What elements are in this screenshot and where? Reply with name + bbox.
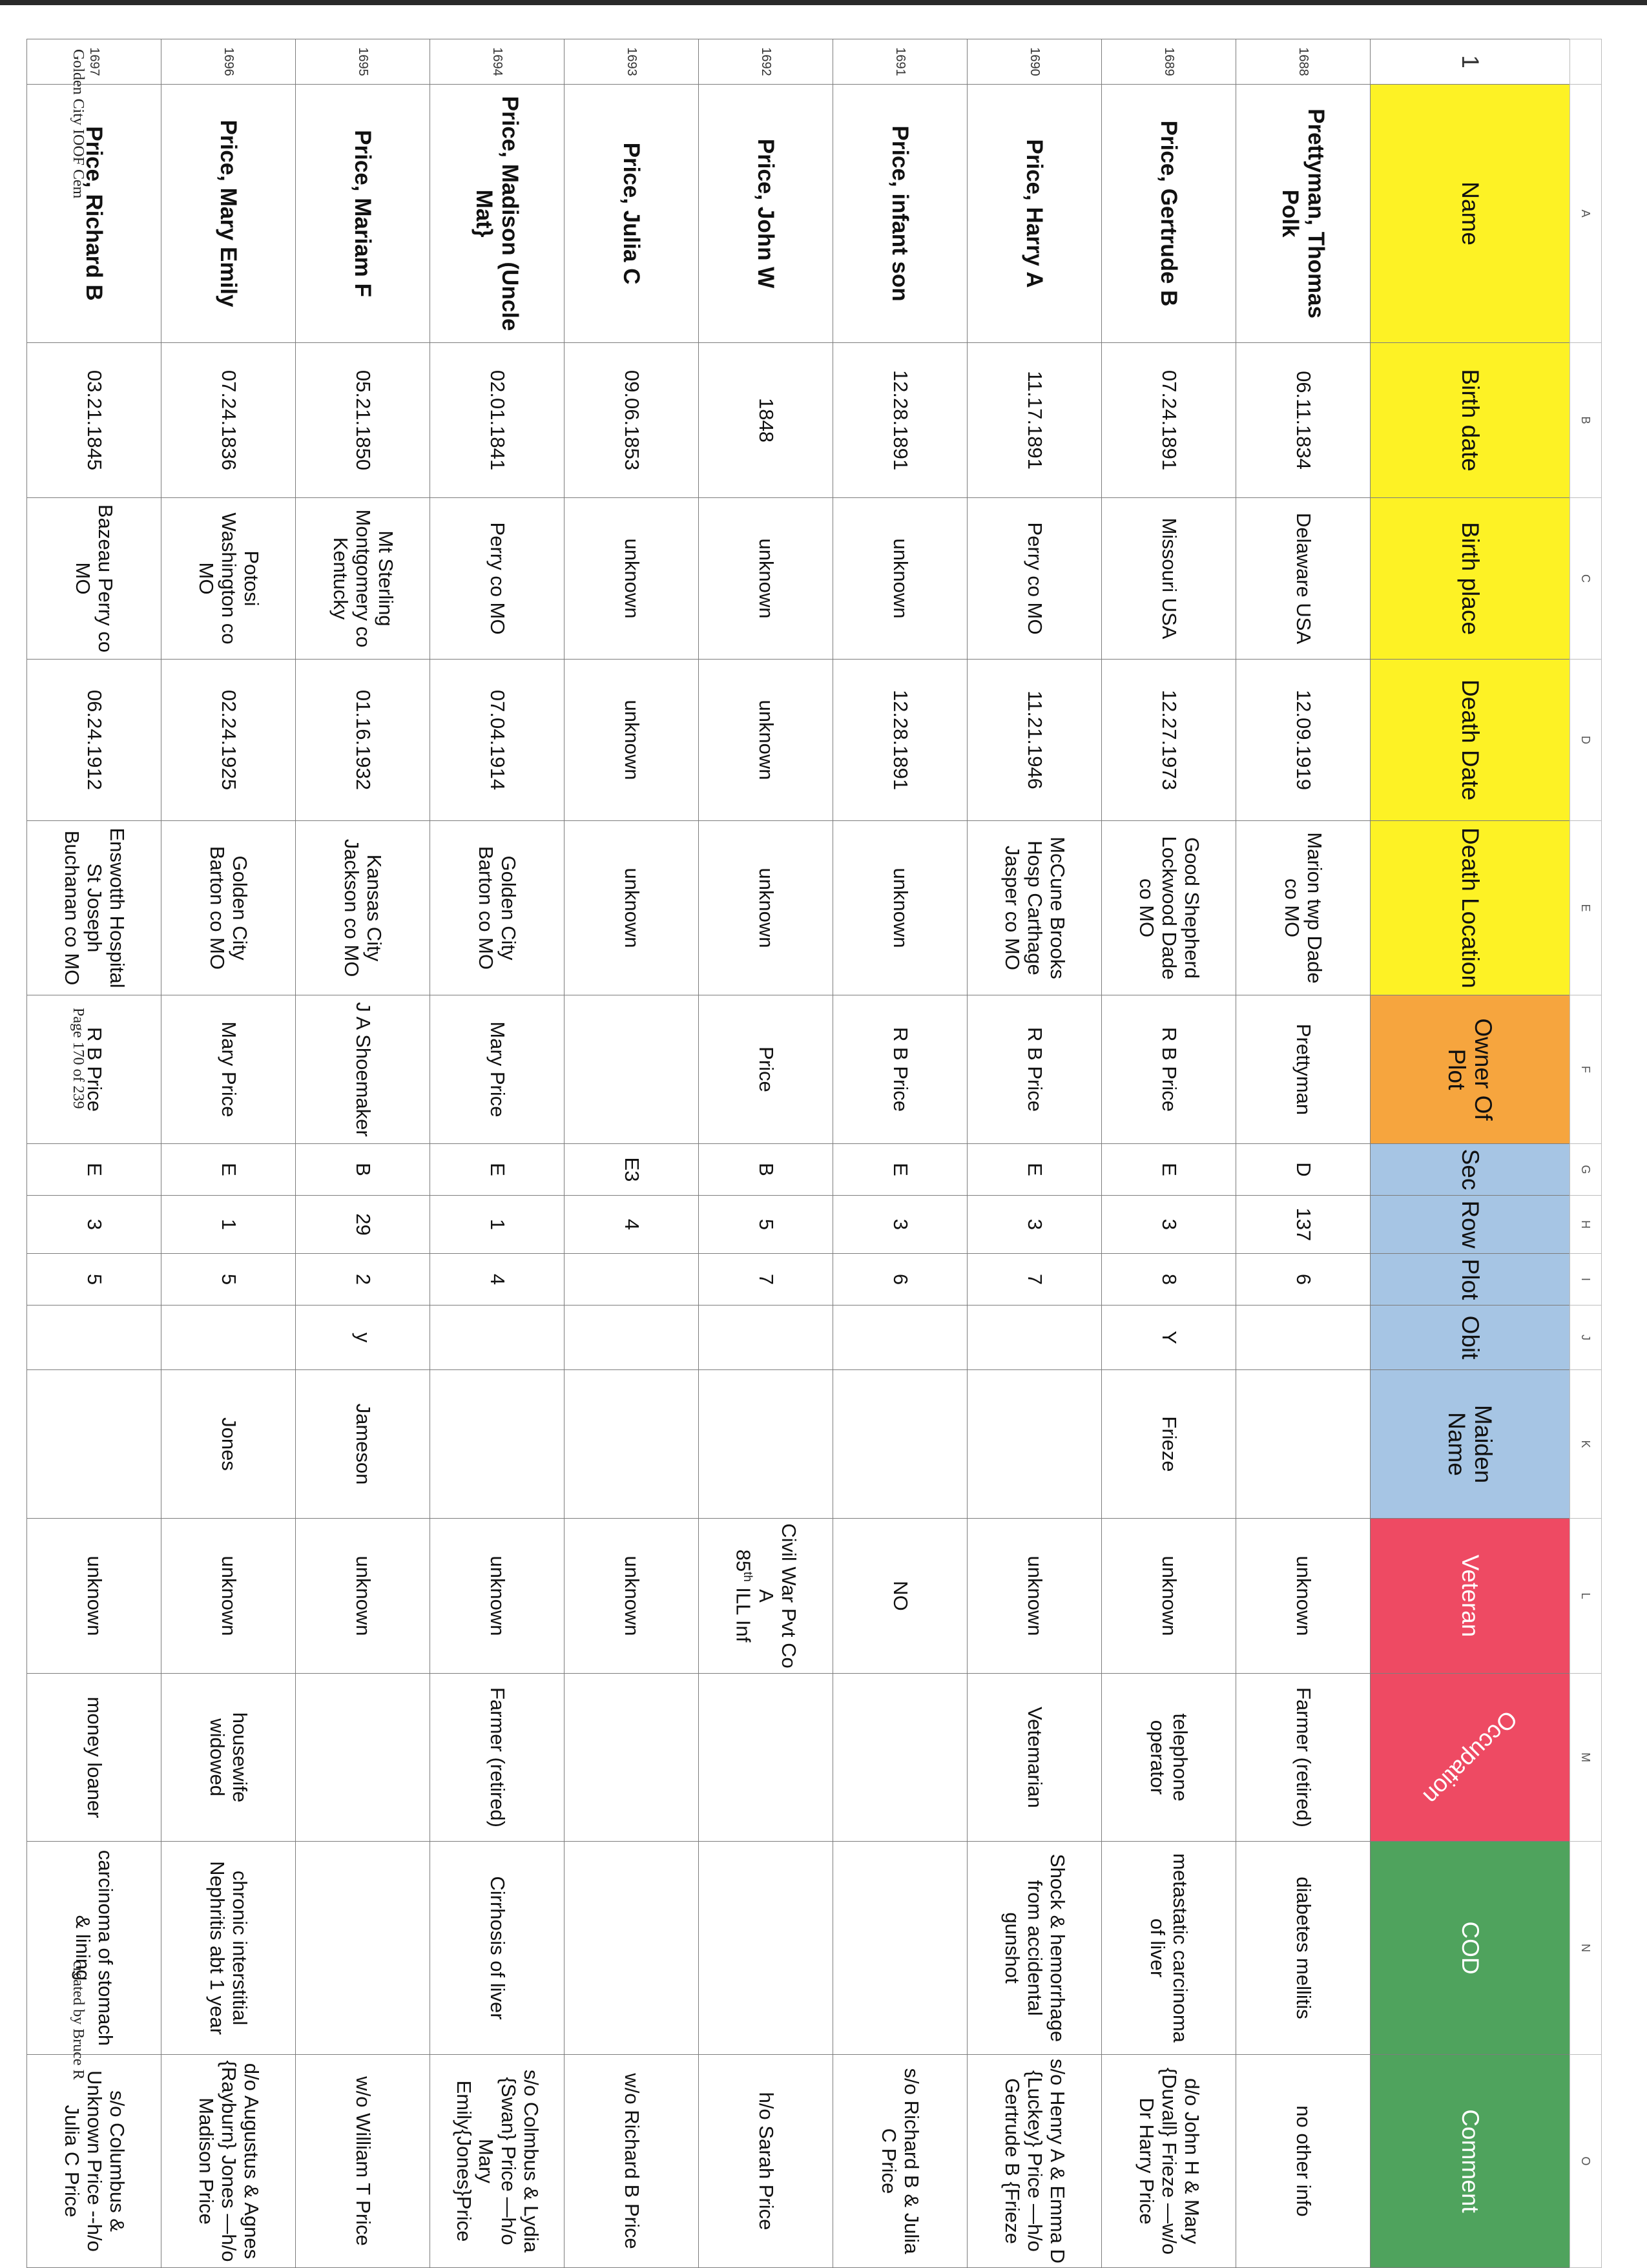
birth-date-cell: 09.06.1853 bbox=[565, 343, 699, 498]
name-cell: Price, Julia C bbox=[565, 85, 699, 343]
obit-cell: y bbox=[296, 1306, 430, 1370]
plot-cell: 5 bbox=[161, 1254, 296, 1306]
occupation-cell: telephone operator bbox=[1102, 1674, 1236, 1842]
maiden-name-cell bbox=[968, 1370, 1102, 1519]
column-letter: J bbox=[1570, 1306, 1602, 1370]
death-location-cell: Marion twp Dade co MO bbox=[1236, 821, 1371, 995]
name-cell: Price, Madison (Uncle Mat} bbox=[430, 85, 565, 343]
header-comment: Comment bbox=[1371, 2055, 1570, 2268]
name-cell: Price, John W bbox=[699, 85, 833, 343]
row-number: 1689 bbox=[1102, 39, 1236, 85]
obit-cell: Y bbox=[1102, 1306, 1236, 1370]
birth-date-cell: 07.24.1891 bbox=[1102, 343, 1236, 498]
row-cell: 3 bbox=[833, 1196, 968, 1254]
footer-credit: created by Bruce R bbox=[70, 1961, 87, 2080]
comment-cell: d/o John H & Mary {Duvall} Frieze —w/o Dr Harry Price bbox=[1102, 2055, 1236, 2268]
cod-cell: metastatic carcinoma of liver bbox=[1102, 1842, 1236, 2055]
birth-place-cell: Missouri USA bbox=[1102, 498, 1236, 660]
row-number: 1691 bbox=[833, 39, 968, 85]
column-letter: E bbox=[1570, 821, 1602, 995]
header-birth-date: Birth date bbox=[1371, 343, 1570, 498]
cod-cell bbox=[296, 1842, 430, 2055]
row-number: 1694 bbox=[430, 39, 565, 85]
row-cell: 29 bbox=[296, 1196, 430, 1254]
row-number: 1688 bbox=[1236, 39, 1371, 85]
cod-cell bbox=[833, 1842, 968, 2055]
occupation-cell: money loaner bbox=[27, 1674, 161, 1842]
maiden-name-cell bbox=[833, 1370, 968, 1519]
veteran-cell: unknown bbox=[430, 1519, 565, 1674]
name-cell: Price, Harry A bbox=[968, 85, 1102, 343]
plot-cell: 8 bbox=[1102, 1254, 1236, 1306]
death-location-cell: Enswotth Hospital St Joseph Buchanan co MO bbox=[27, 821, 161, 995]
owner-cell: R B Price bbox=[1102, 995, 1236, 1144]
veteran-unit-name: ILL Inf bbox=[732, 1581, 755, 1643]
maiden-name-cell bbox=[1236, 1370, 1371, 1519]
birth-place-cell: Perry co MO bbox=[968, 498, 1102, 660]
death-location-cell: Golden City Barton co MO bbox=[430, 821, 565, 995]
column-letter: K bbox=[1570, 1370, 1602, 1519]
column-letter: I bbox=[1570, 1254, 1602, 1306]
column-letter bbox=[1570, 39, 1602, 85]
occupation-cell bbox=[565, 1674, 699, 1842]
birth-place-cell: unknown bbox=[565, 498, 699, 660]
table-row bbox=[430, 39, 565, 2268]
row-number: 1692 bbox=[699, 39, 833, 85]
header-birth-place: Birth place bbox=[1371, 498, 1570, 660]
header-veteran: Veteran bbox=[1371, 1519, 1570, 1674]
death-location-cell: McCune Brooks Hosp Carthage Jasper co MO bbox=[968, 821, 1102, 995]
footer-cemetery-name: Golden City IOOF Cem bbox=[70, 49, 87, 199]
maiden-name-cell bbox=[699, 1370, 833, 1519]
comment-cell: s/o Richard B & Julia C Price bbox=[833, 2055, 968, 2268]
occupation-cell bbox=[296, 1674, 430, 1842]
comment-cell: s/o Columbus & Unknown Price --h/o Julia C Price bbox=[27, 2055, 161, 2268]
veteran-unit-suffix: th bbox=[741, 1572, 756, 1582]
death-date-cell: unknown bbox=[699, 660, 833, 821]
sec-cell: E bbox=[27, 1144, 161, 1196]
column-letter: N bbox=[1570, 1842, 1602, 2055]
header-row-number: 1 bbox=[1371, 39, 1570, 85]
owner-cell: Price bbox=[699, 995, 833, 1144]
header-row bbox=[1371, 39, 1570, 2268]
table-row bbox=[699, 39, 833, 2268]
obit-cell bbox=[1236, 1306, 1371, 1370]
veteran-cell: unknown bbox=[296, 1519, 430, 1674]
death-location-cell: unknown bbox=[699, 821, 833, 995]
plot-cell: 6 bbox=[1236, 1254, 1371, 1306]
cod-cell: Cirrhosis of liver bbox=[430, 1842, 565, 2055]
occupation-cell: housewife widowed bbox=[161, 1674, 296, 1842]
plot-cell: 7 bbox=[968, 1254, 1102, 1306]
owner-cell: Mary Price bbox=[161, 995, 296, 1144]
name-cell: Price, Mary Emily bbox=[161, 85, 296, 343]
row-number: 1697 bbox=[27, 39, 161, 85]
comment-cell: s/o Henry A & Emma D {Luckey} Price —h/o Gertrude B {Frieze bbox=[968, 2055, 1102, 2268]
birth-place-cell: unknown bbox=[833, 498, 968, 660]
occupation-cell bbox=[699, 1674, 833, 1842]
comment-cell: h/o Sarah Price bbox=[699, 2055, 833, 2268]
sec-cell: E bbox=[968, 1144, 1102, 1196]
birth-date-cell: 03.21.1845 bbox=[27, 343, 161, 498]
veteran-cell: NO bbox=[833, 1519, 968, 1674]
owner-cell: Mary Price bbox=[430, 995, 565, 1144]
owner-cell bbox=[565, 995, 699, 1144]
header-occupation bbox=[1371, 1674, 1570, 1842]
death-date-cell: 12.27.1973 bbox=[1102, 660, 1236, 821]
table-row bbox=[27, 39, 161, 2268]
owner-cell: R B Price bbox=[968, 995, 1102, 1144]
sec-cell: E bbox=[430, 1144, 565, 1196]
birth-place-cell: Perry co MO bbox=[430, 498, 565, 660]
birth-place-cell: Delaware USA bbox=[1236, 498, 1371, 660]
death-location-cell: Golden City Barton co MO bbox=[161, 821, 296, 995]
occupation-cell: Farmer (retired) bbox=[1236, 1674, 1371, 1842]
name-cell: Price, Mariam F bbox=[296, 85, 430, 343]
death-date-cell: unknown bbox=[565, 660, 699, 821]
row-cell: 5 bbox=[699, 1196, 833, 1254]
row-cell: 3 bbox=[968, 1196, 1102, 1254]
footer-page-number: Page 170 of 239 bbox=[70, 1008, 87, 1109]
death-date-cell: 07.04.1914 bbox=[430, 660, 565, 821]
death-location-cell: Kansas City Jackson co MO bbox=[296, 821, 430, 995]
veteran-cell: unknown bbox=[1102, 1519, 1236, 1674]
plot-cell: 5 bbox=[27, 1254, 161, 1306]
birth-date-cell: 05.21.1850 bbox=[296, 343, 430, 498]
plot-cell: 6 bbox=[833, 1254, 968, 1306]
column-letter: G bbox=[1570, 1144, 1602, 1196]
sec-cell: B bbox=[296, 1144, 430, 1196]
cod-cell: chronic interstitial Nephritis abt 1 year bbox=[161, 1842, 296, 2055]
obit-cell bbox=[430, 1306, 565, 1370]
sec-cell: E bbox=[1102, 1144, 1236, 1196]
maiden-name-cell bbox=[27, 1370, 161, 1519]
row-cell: 3 bbox=[1102, 1196, 1236, 1254]
occupation-cell: Vetemarian bbox=[968, 1674, 1102, 1842]
birth-place-cell: Bazeau Perry co MO bbox=[27, 498, 161, 660]
cod-cell: carcinoma of stomach & lining bbox=[27, 1842, 161, 2055]
comment-cell: no other info bbox=[1236, 2055, 1371, 2268]
birth-date-cell: 02.01.1841 bbox=[430, 343, 565, 498]
maiden-name-cell bbox=[430, 1370, 565, 1519]
maiden-name-cell: Frieze bbox=[1102, 1370, 1236, 1519]
cod-cell bbox=[565, 1842, 699, 2055]
table-row bbox=[833, 39, 968, 2268]
comment-cell: d/o Augustus & Agnes {Rayburn} Jones —h/o Madison Price bbox=[161, 2055, 296, 2268]
header-name: Name bbox=[1371, 85, 1570, 343]
death-date-cell: 02.24.1925 bbox=[161, 660, 296, 821]
birth-place-cell: Potosi Washington co MO bbox=[161, 498, 296, 660]
veteran-cell bbox=[699, 1519, 833, 1674]
row-number: 1696 bbox=[161, 39, 296, 85]
occupation-cell bbox=[833, 1674, 968, 1842]
sec-cell: E bbox=[833, 1144, 968, 1196]
row-number: 1690 bbox=[968, 39, 1102, 85]
obit-cell bbox=[968, 1306, 1102, 1370]
table-row bbox=[161, 39, 296, 2268]
row-number: 1695 bbox=[296, 39, 430, 85]
veteran-cell: unknown bbox=[565, 1519, 699, 1674]
column-letter: A bbox=[1570, 85, 1602, 343]
owner-cell: R B Price bbox=[833, 995, 968, 1144]
veteran-text: Civil War Pvt Co A bbox=[755, 1523, 800, 1669]
cod-cell: Shock & hemorrhage from accidental gunshot bbox=[968, 1842, 1102, 2055]
column-letter: C bbox=[1570, 498, 1602, 660]
table-row bbox=[1236, 39, 1371, 2268]
header-occupation-label: Occupation bbox=[1418, 1705, 1522, 1810]
death-date-cell: 12.09.1919 bbox=[1236, 660, 1371, 821]
maiden-name-cell: Jones bbox=[161, 1370, 296, 1519]
column-letter: F bbox=[1570, 995, 1602, 1144]
maiden-name-cell: Jameson bbox=[296, 1370, 430, 1519]
comment-cell: s/o Colmbus & Lydia {Swan} Price —h/o Mary Emily{Jones}Price bbox=[430, 2055, 565, 2268]
obit-cell bbox=[699, 1306, 833, 1370]
obit-cell bbox=[833, 1306, 968, 1370]
death-date-cell: 12.28.1891 bbox=[833, 660, 968, 821]
comment-cell: w/o Richard B Price bbox=[565, 2055, 699, 2268]
birth-place-cell: Mt Sterling Montgomery co Kentucky bbox=[296, 498, 430, 660]
header-sec: Sec bbox=[1371, 1144, 1570, 1196]
header-cod: COD bbox=[1371, 1842, 1570, 2055]
spreadsheet-page bbox=[52, 39, 1602, 2263]
death-location-cell: unknown bbox=[833, 821, 968, 995]
name-cell: Price, infant son bbox=[833, 85, 968, 343]
header-row: Row bbox=[1371, 1196, 1570, 1254]
death-location-cell: Good Shepherd Lockwood Dade co MO bbox=[1102, 821, 1236, 995]
maiden-name-cell bbox=[565, 1370, 699, 1519]
obit-cell bbox=[27, 1306, 161, 1370]
header-death-date: Death Date bbox=[1371, 660, 1570, 821]
plot-cell: 4 bbox=[430, 1254, 565, 1306]
birth-date-cell: 06.11.1834 bbox=[1236, 343, 1371, 498]
row-cell: 3 bbox=[27, 1196, 161, 1254]
veteran-cell: unknown bbox=[968, 1519, 1102, 1674]
header-death-location: Death Location bbox=[1371, 821, 1570, 995]
birth-place-cell: unknown bbox=[699, 498, 833, 660]
column-letter: L bbox=[1570, 1519, 1602, 1674]
table-row bbox=[1102, 39, 1236, 2268]
column-letter: H bbox=[1570, 1196, 1602, 1254]
veteran-cell: unknown bbox=[1236, 1519, 1371, 1674]
name-cell: Prettyman, Thomas Polk bbox=[1236, 85, 1371, 343]
death-date-cell: 06.24.1912 bbox=[27, 660, 161, 821]
column-letter: O bbox=[1570, 2055, 1602, 2268]
birth-date-cell: 1848 bbox=[699, 343, 833, 498]
sec-cell: E3 bbox=[565, 1144, 699, 1196]
plot-cell bbox=[565, 1254, 699, 1306]
table-row bbox=[968, 39, 1102, 2268]
death-location-cell: unknown bbox=[565, 821, 699, 995]
burial-records-table bbox=[26, 39, 1602, 2268]
birth-date-cell: 07.24.1836 bbox=[161, 343, 296, 498]
comment-cell: w/o William T Price bbox=[296, 2055, 430, 2268]
column-letter: B bbox=[1570, 343, 1602, 498]
name-cell: Price, Richard B bbox=[27, 85, 161, 343]
death-date-cell: 11.21.1946 bbox=[968, 660, 1102, 821]
obit-cell bbox=[565, 1306, 699, 1370]
veteran-cell: unknown bbox=[161, 1519, 296, 1674]
sec-cell: E bbox=[161, 1144, 296, 1196]
veteran-cell: unknown bbox=[27, 1519, 161, 1674]
owner-cell: J A Shoemaker bbox=[296, 995, 430, 1144]
cod-cell: diabetes mellitis bbox=[1236, 1842, 1371, 2055]
column-letter: D bbox=[1570, 660, 1602, 821]
obit-cell bbox=[161, 1306, 296, 1370]
birth-date-cell: 12.28.1891 bbox=[833, 343, 968, 498]
birth-date-cell: 11.17.1891 bbox=[968, 343, 1102, 498]
plot-cell: 7 bbox=[699, 1254, 833, 1306]
name-cell: Price, Gertrude B bbox=[1102, 85, 1236, 343]
header-owner-of-plot: Owner Of Plot bbox=[1371, 995, 1570, 1144]
death-date-cell: 01.16.1932 bbox=[296, 660, 430, 821]
cod-cell bbox=[699, 1842, 833, 2055]
owner-cell: R B Price bbox=[27, 995, 161, 1144]
column-letter: M bbox=[1570, 1674, 1602, 1842]
row-cell: 4 bbox=[565, 1196, 699, 1254]
header-plot: Plot bbox=[1371, 1254, 1570, 1306]
veteran-unit-number: 85 bbox=[732, 1549, 755, 1572]
plot-cell: 2 bbox=[296, 1254, 430, 1306]
column-letters-row bbox=[1570, 39, 1602, 2268]
sec-cell: D bbox=[1236, 1144, 1371, 1196]
row-cell: 1 bbox=[430, 1196, 565, 1254]
occupation-cell: Farmer (retired) bbox=[430, 1674, 565, 1842]
row-cell: 1 bbox=[161, 1196, 296, 1254]
header-obit: Obit bbox=[1371, 1306, 1570, 1370]
sec-cell: B bbox=[699, 1144, 833, 1196]
row-number: 1693 bbox=[565, 39, 699, 85]
owner-cell: Prettyman bbox=[1236, 995, 1371, 1144]
scan-top-edge bbox=[0, 0, 1647, 5]
table-row bbox=[565, 39, 699, 2268]
table-row bbox=[296, 39, 430, 2268]
row-cell: 137 bbox=[1236, 1196, 1371, 1254]
header-maiden-name: Maiden Name bbox=[1371, 1370, 1570, 1519]
